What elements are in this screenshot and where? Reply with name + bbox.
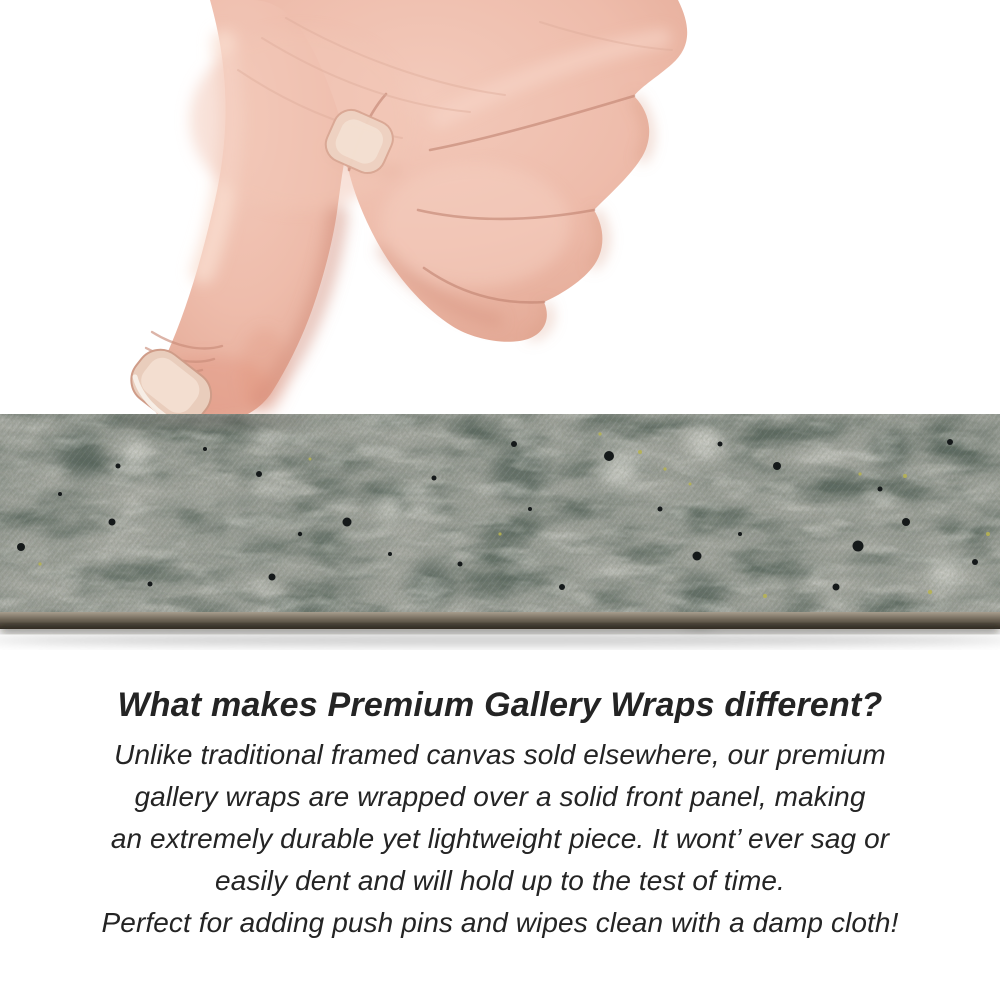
strip-drop-shadow [0, 634, 1000, 646]
canvas-texture [0, 414, 1000, 623]
caption-block [0, 686, 1000, 944]
panel-edge [0, 612, 1000, 632]
caption-line: Unlike traditional framed canvas sold elsewhere, our premium [114, 739, 886, 770]
caption-line: Perfect for adding push pins and wipes clean with a damp cloth! [101, 907, 899, 938]
caption-line: easily dent and will hold up to the test of time. [215, 865, 785, 896]
caption-line: gallery wraps are wrapped over a solid front panel, making [134, 781, 866, 812]
caption-title: What makes Premium Gallery Wraps different? [117, 686, 883, 724]
hand-photo [0, 0, 760, 432]
canvas-strip [0, 414, 1000, 650]
caption-line: an extremely durable yet lightweight piece. It wont’ ever sag or [110, 823, 890, 854]
